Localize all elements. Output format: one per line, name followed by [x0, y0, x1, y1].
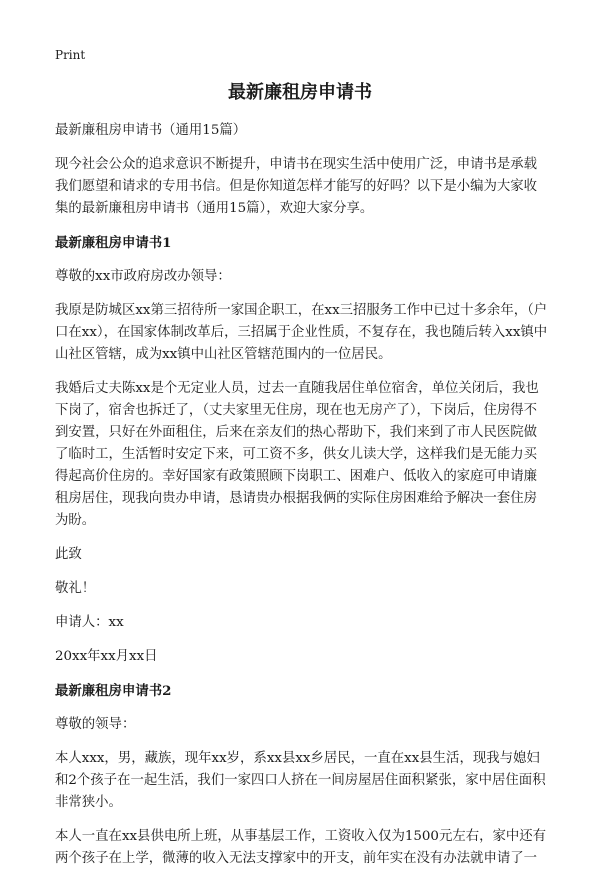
page-title: 最新廉租房申请书 [228, 82, 372, 103]
subtitle: 最新廉租房申请书（通用15篇） [55, 123, 247, 138]
letter-1-paragraph-2: 我婚后丈夫陈xx是个无定业人员，过去一直随我居住单位宿舍，单位关闭后，我也下岗了，宿舍也拆迁了，（丈夫家里无住房，现在也无房产了），下岗后，住房得不到安置，只好在外面租住，后来在亲友们的热心帮助下，我们来到了市人民医院做了临时工，生活暂时安定下来，可工资不多，供女儿读大学，这样我们是无能力买得起高价住房的。幸好国家有政策照顾下岗职工、困难户、低收入的家庭可申请廉租房居住，现我向贵办申请，恳请贵办根据我俩的实际住房困难给予解决一套住房为盼。 [55, 381, 539, 528]
letter-1-heading: 最新廉租房申请书1 [55, 235, 172, 251]
letter-2-paragraph-1: 本人xxx，男，藏族，现年xx岁，系xx县xx乡居民，一直在xx县生活，现我与媳妇和2个孩子在一起生活，我们一家四口人挤在一间房屋居住面积紧张，家中居住面积非常狭小。 [55, 751, 546, 810]
letter-2-heading: 最新廉租房申请书2 [55, 683, 172, 699]
letter-1-date: 20xx年xx月xx日 [55, 649, 158, 664]
document-body [55, 120, 548, 882]
letter-2-paragraph-2: 本人一直在xx县供电所上班，从事基层工作，工资收入仅为1500元左右，家中还有两个孩子在上学，微薄的收入无法支撑家中的开支，前年实在没有办法就申请了一 [55, 829, 547, 866]
letter-1-paragraph-1: 我原是防城区xx第三招待所一家国企职工，在xx三招服务工作中已过十多余年，（户口在xx），在国家体制改革后，三招属于企业性质，不复存在，我也随后转入xx镇中山社区管辖，成为xx镇中山社区管辖范围内的一位居民。 [55, 303, 548, 362]
letter-1-closing-1: 此致 [55, 547, 82, 562]
print-label[interactable]: Print [55, 48, 86, 62]
letter-1-closing-2: 敬礼！ [55, 581, 96, 596]
letter-1-applicant: 申请人：xx [55, 615, 124, 630]
intro-paragraph: 现今社会公众的追求意识不断提升，申请书在现实生活中使用广泛，申请书是承载我们愿望和请求的专用书信。但是你知道怎样才能写的好吗？以下是小编为大家收集的最新廉租房申请书（通用15篇），欢迎大家分享。 [55, 157, 538, 216]
letter-1-salutation: 尊敬的xx市政府房改办领导： [55, 269, 231, 284]
letter-2-salutation: 尊敬的领导： [55, 717, 136, 732]
